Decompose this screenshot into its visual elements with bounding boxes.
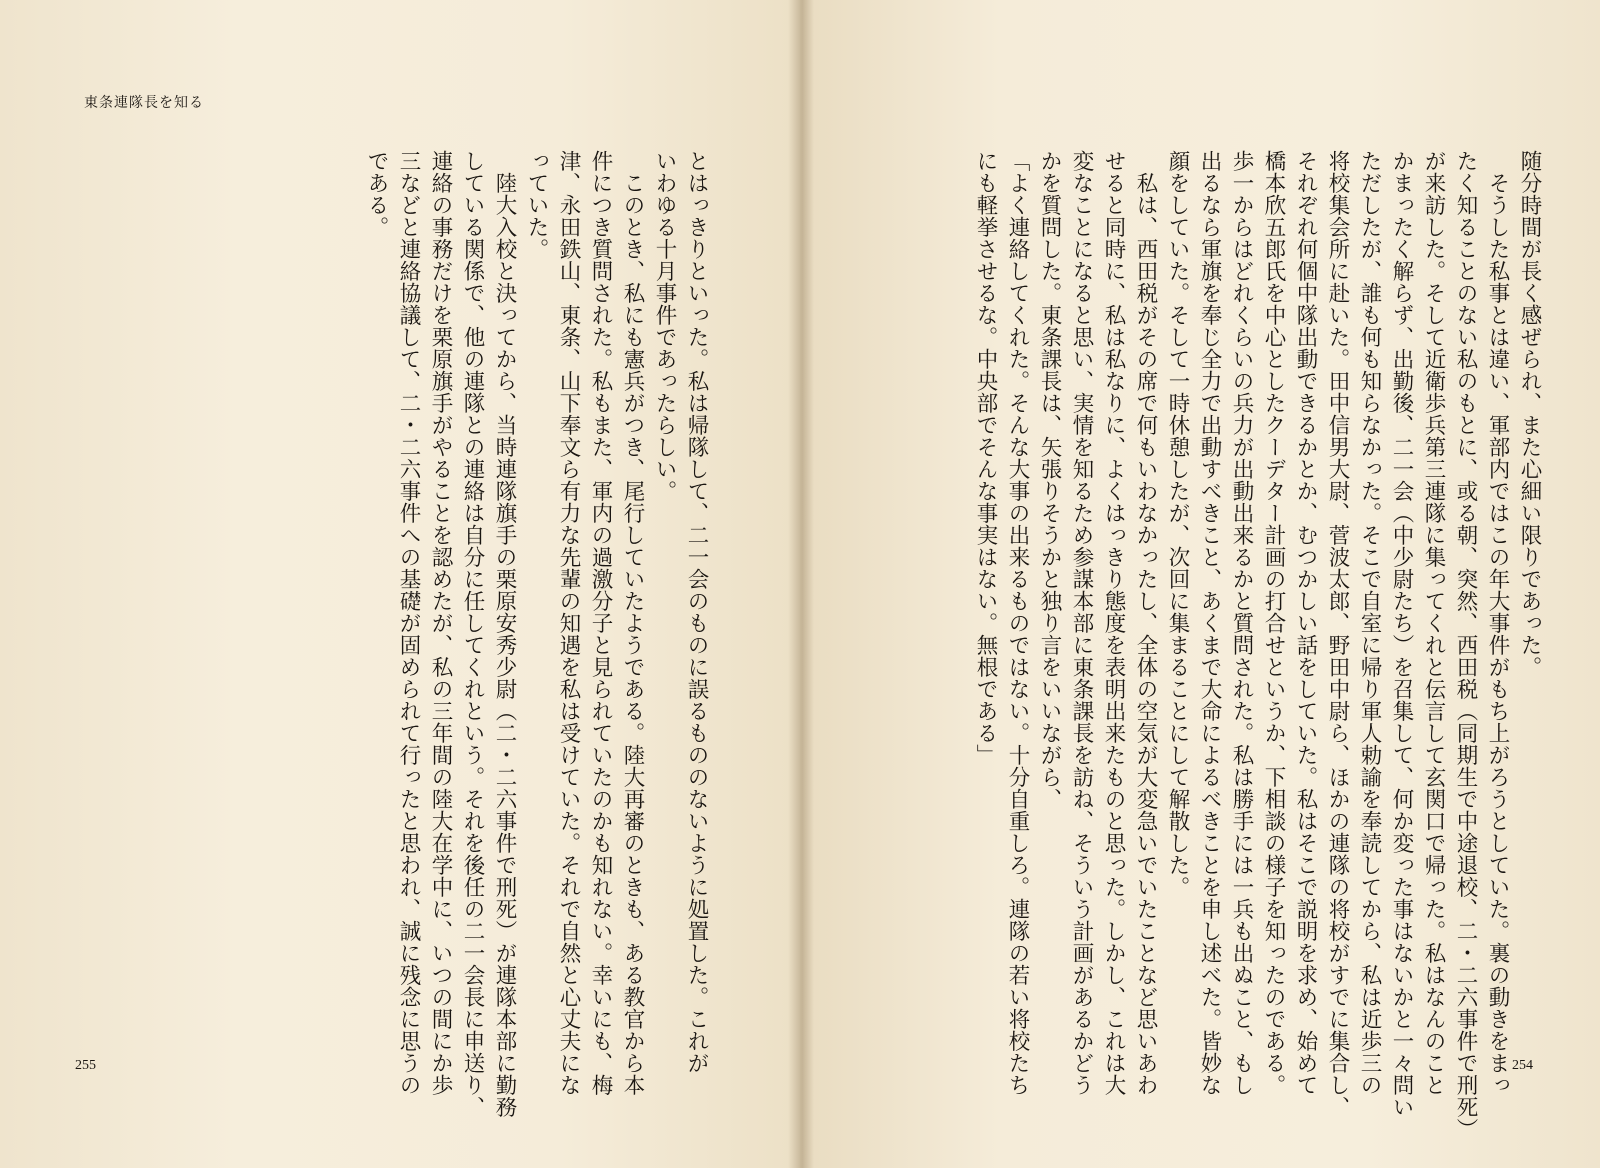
book-gutter xyxy=(788,0,814,1168)
text-line: いわゆる十月事件であったらしい。 xyxy=(652,150,677,502)
text-line: 歩一からはどれくらいの兵力が出動出来るかと質問された。私は勝手には一兵も出ぬこと、もし xyxy=(1229,150,1254,1096)
running-head: 東条連隊長を知る xyxy=(84,95,204,111)
page-number-right: 254 xyxy=(1512,1058,1533,1073)
text-line: たく知ることのない私のもとに、或る朝、突然、西田税（同期生で中途退校、二・二六事件で刑死） xyxy=(1453,150,1478,1140)
text-line: かを質問した。東条課長は、矢張りそうかと独り言をいいながら、 xyxy=(1037,150,1062,810)
left-page-body xyxy=(312,150,712,1118)
text-line: かまったく解らず、出勤後、二一会（中少尉たち）を召集して、何か変った事はないかと一々問い xyxy=(1389,150,1414,1118)
text-line: そうした私事とは違い、軍部内ではこの年大事件がもち上がろうとしていた。裏の動きをまっ xyxy=(1485,171,1510,1096)
page-number-left: 255 xyxy=(75,1058,96,1073)
text-line: にも軽挙させるな。中央部でそんな事実はない。無根である」 xyxy=(973,150,998,766)
text-line: 津、永田鉄山、東条、山下奉文ら有力な先輩の知遇を私は受けていた。それで自然と心丈夫にな xyxy=(556,150,581,1096)
text-line: 将校集会所に赴いた。田中信男大尉、菅波太郎、野田中尉ら、ほかの連隊の将校がすでに集合し、 xyxy=(1325,150,1350,1118)
text-line: 「よく連絡してくれた。そんな大事の出来るものではない。十分自重しろ。連隊の若い将校たち xyxy=(1005,150,1030,1096)
text-line: ただしたが、誰も何も知らなかった。そこで自室に帰り軍人勅諭を奉読してから、私は近歩三の xyxy=(1357,150,1382,1096)
text-line: 随分時間が長く感ぜられ、また心細い限りであった。 xyxy=(1517,150,1542,678)
text-line: 三などと連絡協議して、二・二六事件への基礎が固められて行ったと思われ、誠に残念に思うの xyxy=(396,150,421,1096)
text-line: このとき、私にも憲兵がつき、尾行していたようである。陸大再審のときも、ある教官から本 xyxy=(620,171,645,1096)
text-line: っていた。 xyxy=(524,150,549,260)
text-line: 顔をしていた。そして一時休憩したが、次回に集まることにして解散した。 xyxy=(1165,150,1190,898)
text-line: である。 xyxy=(364,150,389,238)
text-line: せると同時に、私は私なりに、よくはっきり態度を表明出来たものと思った。しかし、これは大 xyxy=(1101,150,1126,1096)
text-line: 件につき質問された。私もまた、軍内の過激分子と見られていたのかも知れない。幸いにも、梅 xyxy=(588,150,613,1096)
text-line: 出るなら軍旗を奉じ全力で出動すべきこと、あくまで大命によるべきことを申し述べた。皆妙な xyxy=(1197,150,1222,1096)
text-line: とはっきりといった。私は帰隊して、二一会のものに誤るもののないように処置した。これが xyxy=(684,150,709,1074)
text-line: 橋本欣五郎氏を中心としたクーデター計画の打合せというか、下相談の様子を知ったのである。 xyxy=(1261,150,1286,1096)
text-line: 陸大入校と決ってから、当時連隊旗手の栗原安秀少尉（二・二六事件で刑死）が連隊本部に勤務 xyxy=(492,171,517,1118)
text-line: それぞれ何個中隊出動できるかとか、むつかしい話をしていた。私はそこで説明を求め、始めて xyxy=(1293,150,1318,1096)
text-line: が来訪した。そして近衛歩兵第三連隊に集ってくれと伝言して玄関口で帰った。私はなんのこと xyxy=(1421,150,1446,1096)
text-line: 変なことになると思い、実情を知るため参謀本部に東条課長を訪ね、そういう計画があるかどう xyxy=(1069,150,1094,1096)
text-line: している関係で、他の連隊との連絡は自分に任してくれという。それを後任の二一会長に申送り、 xyxy=(460,150,485,1118)
text-line: 連絡の事務だけを栗原旗手がやることを認めたが、私の三年間の陸大在学中に、いつの間にか歩 xyxy=(428,150,453,1096)
text-line: 私は、西田税がその席で何もいわなかったし、全体の空気が大変急いでいたことなど思いあわ xyxy=(1133,171,1158,1096)
